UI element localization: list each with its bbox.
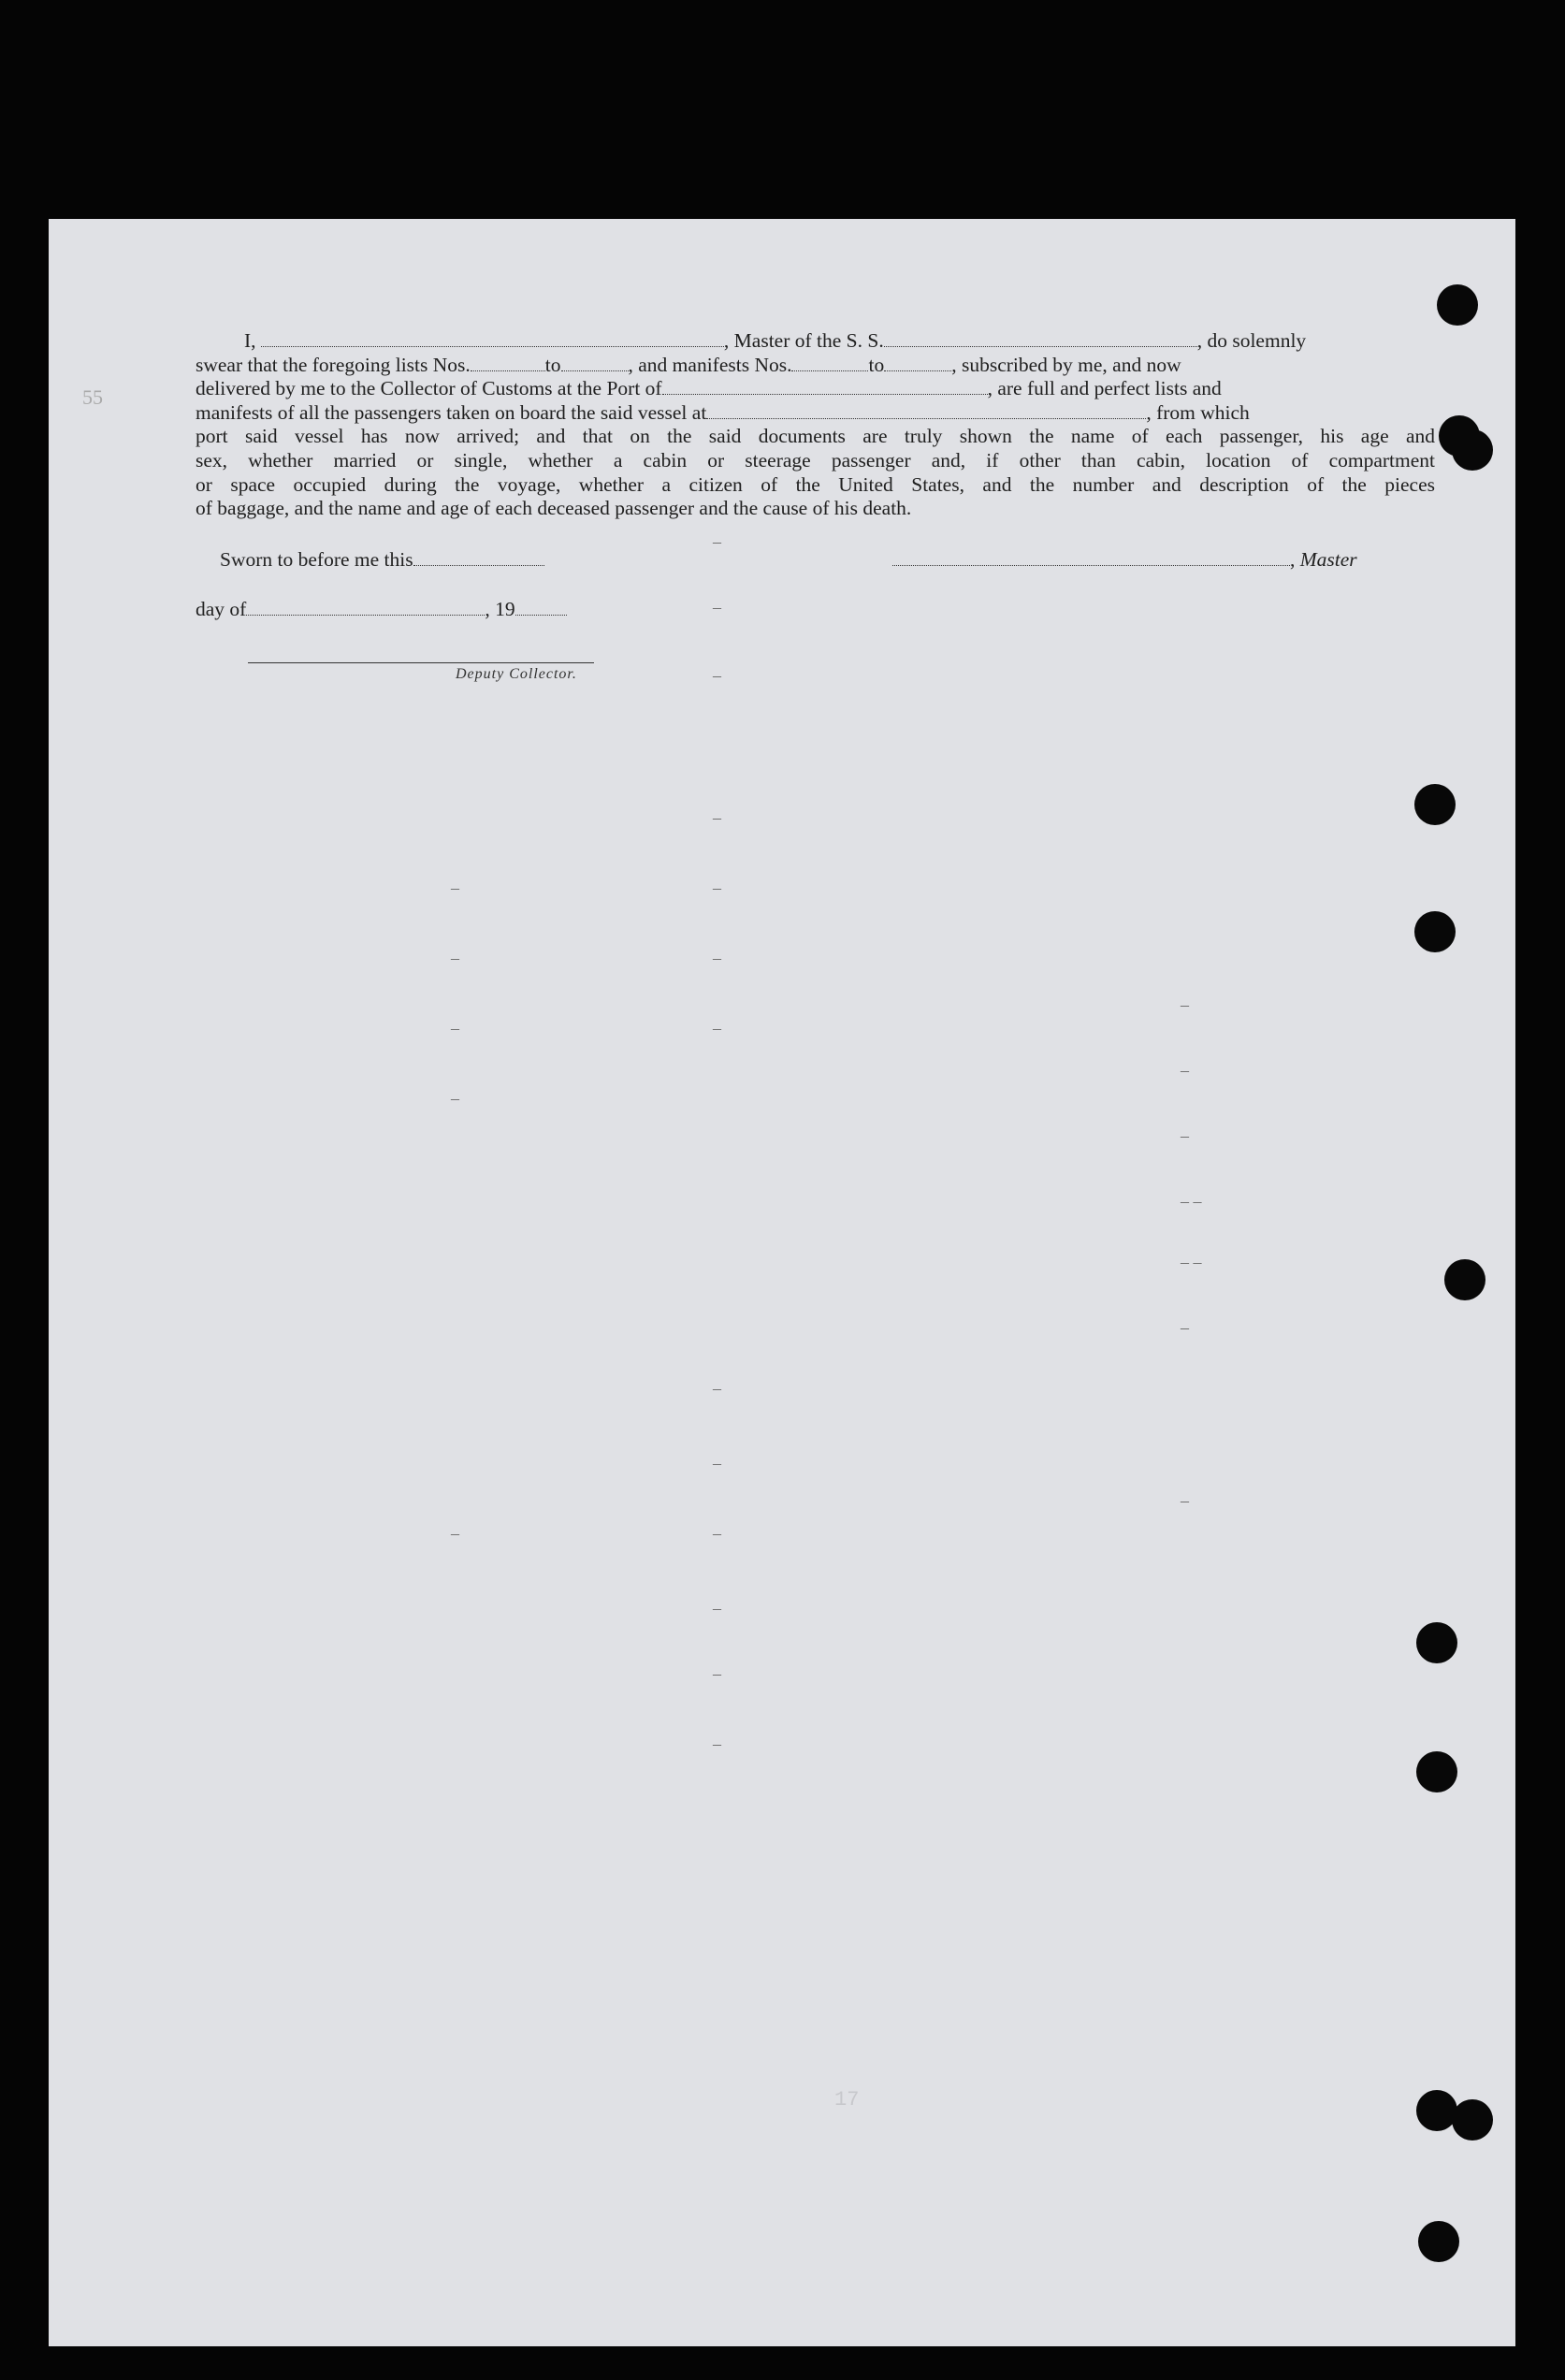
oath-text: , Master of the S. S. <box>723 329 884 352</box>
oath-text: delivered by me to the Collector of Customs at the Port of <box>196 377 662 400</box>
punch-hole <box>1416 1751 1457 1792</box>
dash-mark: – <box>451 1089 459 1108</box>
oath-text: swear that the foregoing lists Nos. <box>196 353 471 376</box>
dash-mark: – <box>1181 1318 1189 1337</box>
oath-text: , do solemnly <box>1196 329 1307 352</box>
punch-hole <box>1416 2090 1457 2131</box>
oath-text: , from which <box>1146 400 1250 424</box>
dash-mark: – – <box>1181 1192 1202 1211</box>
dash-mark: – <box>451 1524 459 1543</box>
oath-text: of baggage, and the name and age of each deceased passenger and the cause of his death. <box>196 497 912 520</box>
dash-mark: – <box>1181 1061 1189 1080</box>
form-sheet <box>49 219 1515 2346</box>
year-field[interactable] <box>515 598 567 616</box>
dash-mark: – <box>713 666 721 685</box>
lists-from-field[interactable] <box>471 354 545 371</box>
port-field[interactable] <box>662 377 988 395</box>
oath-text: I, <box>244 329 256 352</box>
day-of-line <box>196 598 567 621</box>
dash-mark: – <box>713 808 721 827</box>
master-oath-paragraph <box>196 329 1435 521</box>
dash-mark: – <box>1181 1126 1189 1145</box>
ship-name-field[interactable] <box>884 329 1197 347</box>
sworn-date-field[interactable] <box>413 548 544 566</box>
punch-hole <box>1452 2099 1493 2141</box>
dash-mark: – <box>713 1664 721 1683</box>
manifests-to-field[interactable] <box>884 354 951 371</box>
deputy-collector-label: Deputy Collector. <box>456 666 577 682</box>
master-name-field[interactable] <box>261 329 724 347</box>
margin-number: 55 <box>82 385 103 409</box>
punch-hole <box>1437 284 1478 326</box>
dash-mark: – <box>713 1599 721 1618</box>
dash-mark: – – <box>1181 1253 1202 1271</box>
punch-hole <box>1414 784 1456 825</box>
master-signature-line <box>892 548 1357 572</box>
dash-mark: – <box>1181 1491 1189 1510</box>
oath-text: , subscribed by me, and now <box>951 353 1181 376</box>
dash-mark: – <box>713 1524 721 1543</box>
dash-mark: – <box>713 532 721 551</box>
embarkation-port-field[interactable] <box>706 401 1146 419</box>
oath-text: , are full and perfect lists and <box>987 377 1222 400</box>
master-role-label: Master <box>1299 548 1357 571</box>
dash-mark: – <box>713 1454 721 1473</box>
dash-mark: – <box>713 1734 721 1753</box>
dash-mark: – <box>713 1019 721 1038</box>
dash-mark: – <box>451 1019 459 1038</box>
oath-text: or space occupied during the voyage, whether a citizen of the United States, and the number and description of the pieces <box>196 472 1435 496</box>
master-signature-field[interactable] <box>892 548 1290 566</box>
day-of-label: day of <box>196 598 247 620</box>
sworn-label: Sworn to before me this <box>220 548 413 571</box>
dash-mark: – <box>713 1379 721 1398</box>
manifests-from-field[interactable] <box>791 354 868 371</box>
oath-text: port said vessel has now arrived; and that on the said documents are truly shown the name of each passenger, his age and <box>196 425 1435 448</box>
oath-text: , and manifests Nos. <box>628 353 792 376</box>
dash-mark: – <box>713 949 721 967</box>
oath-text: to <box>868 353 885 376</box>
month-field[interactable] <box>246 598 485 616</box>
punch-hole <box>1444 1259 1485 1300</box>
bleed-through-number: 17 <box>834 2088 860 2112</box>
oath-text: manifests of all the passengers taken on board the said vessel at <box>196 400 707 424</box>
year-prefix: , 19 <box>485 598 515 620</box>
punch-hole <box>1414 911 1456 952</box>
oath-text: to <box>544 353 561 376</box>
oath-text: sex, whether married or single, whether a cabin or steerage passenger and, if other than cabin, location of compartment <box>196 448 1435 472</box>
dash-mark: – <box>451 949 459 967</box>
dash-mark: – <box>451 878 459 897</box>
sworn-line <box>220 548 544 572</box>
deputy-collector-signature-line[interactable] <box>248 662 594 663</box>
dash-mark: – <box>713 878 721 897</box>
punch-hole <box>1418 2221 1459 2262</box>
dash-mark: – <box>1181 995 1189 1014</box>
punch-hole <box>1452 429 1493 471</box>
master-suffix: , <box>1290 548 1296 571</box>
lists-to-field[interactable] <box>561 354 629 371</box>
punch-hole <box>1416 1622 1457 1663</box>
dash-mark: – <box>713 598 721 617</box>
